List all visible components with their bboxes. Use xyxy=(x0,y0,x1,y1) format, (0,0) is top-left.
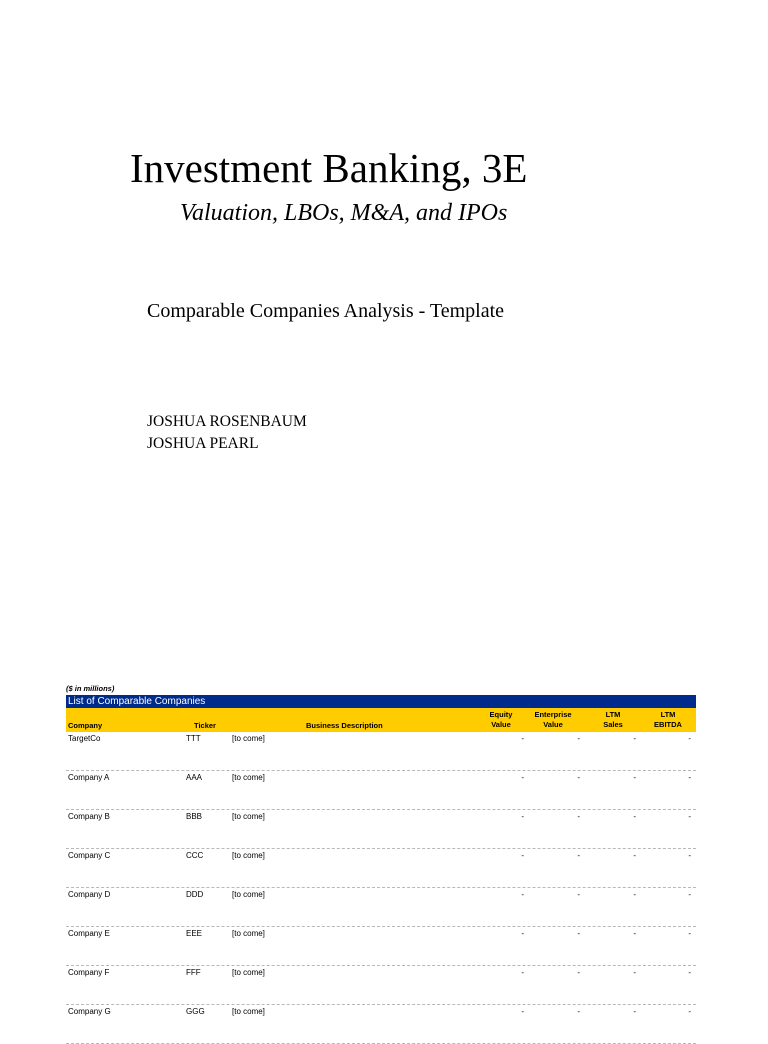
ltm-ebitda-cell: - xyxy=(688,812,691,821)
header-enterprise-value-line1: Enterprise xyxy=(534,710,572,719)
ltm-ebitda-cell: - xyxy=(688,1007,691,1016)
company-description: [to come] xyxy=(232,812,265,821)
table-row xyxy=(66,888,696,927)
table-row xyxy=(66,1005,696,1044)
header-equity-value-line2: Value xyxy=(491,720,511,729)
table-row xyxy=(66,849,696,888)
enterprise-value-cell: - xyxy=(577,773,580,782)
ltm-sales-cell: - xyxy=(633,890,636,899)
company-name: Company E xyxy=(68,929,110,938)
equity-value-cell: - xyxy=(521,851,524,860)
author-name: JOSHUA PEARL xyxy=(147,435,259,452)
table-row xyxy=(66,771,696,810)
ltm-sales-cell: - xyxy=(633,812,636,821)
comparable-companies-sheet xyxy=(66,682,696,1044)
table-row xyxy=(66,927,696,966)
header-company: Company xyxy=(68,721,103,730)
company-ticker: CCC xyxy=(186,851,204,860)
company-ticker: DDD xyxy=(186,890,204,899)
header-business-description: Business Description xyxy=(306,721,383,730)
ltm-sales-cell: - xyxy=(633,968,636,977)
enterprise-value-cell: - xyxy=(577,890,580,899)
company-name: Company B xyxy=(68,812,110,821)
ltm-ebitda-cell: - xyxy=(688,929,691,938)
company-ticker: GGG xyxy=(186,1007,205,1016)
company-name: Company C xyxy=(68,851,111,860)
document-subtitle: Valuation, LBOs, M&A, and IPOs xyxy=(180,200,508,226)
table-row xyxy=(66,966,696,1005)
equity-value-cell: - xyxy=(521,734,524,743)
company-name: Company G xyxy=(68,1007,111,1016)
company-description: [to come] xyxy=(232,1007,265,1016)
enterprise-value-cell: - xyxy=(577,929,580,938)
header-ltm-ebitda-line2: EBITDA xyxy=(654,720,682,729)
header-enterprise-value-line2: Value xyxy=(543,720,563,729)
table-row xyxy=(66,732,696,771)
equity-value-cell: - xyxy=(521,929,524,938)
header-ticker: Ticker xyxy=(194,721,216,730)
ltm-ebitda-cell: - xyxy=(688,734,691,743)
enterprise-value-cell: - xyxy=(577,968,580,977)
section-title-bar: List of Comparable Companies xyxy=(66,695,696,708)
author-list xyxy=(147,411,307,455)
company-name: Company D xyxy=(68,890,111,899)
company-description: [to come] xyxy=(232,851,265,860)
enterprise-value-cell: - xyxy=(577,851,580,860)
ltm-sales-cell: - xyxy=(633,1007,636,1016)
header-ltm-ebitda-line1: LTM xyxy=(660,710,676,719)
company-description: [to come] xyxy=(232,734,265,743)
ltm-ebitda-cell: - xyxy=(688,851,691,860)
table-row xyxy=(66,810,696,849)
company-description: [to come] xyxy=(232,773,265,782)
company-description: [to come] xyxy=(232,890,265,899)
header-ltm-sales-line2: Sales xyxy=(603,720,623,729)
ltm-sales-cell: - xyxy=(633,734,636,743)
document-heading: Comparable Companies Analysis - Template xyxy=(147,300,505,322)
equity-value-cell: - xyxy=(521,890,524,899)
company-description: [to come] xyxy=(232,929,265,938)
company-name: Company F xyxy=(68,968,110,977)
company-ticker: TTT xyxy=(186,734,201,743)
company-name: Company A xyxy=(68,773,110,782)
header-equity-value-line1: Equity xyxy=(489,710,513,719)
equity-value-cell: - xyxy=(521,773,524,782)
equity-value-cell: - xyxy=(521,812,524,821)
company-name: TargetCo xyxy=(68,734,101,743)
ltm-sales-cell: - xyxy=(633,773,636,782)
equity-value-cell: - xyxy=(521,1007,524,1016)
author-name: JOSHUA ROSENBAUM xyxy=(147,413,307,430)
enterprise-value-cell: - xyxy=(577,812,580,821)
ltm-ebitda-cell: - xyxy=(688,968,691,977)
header-ltm-sales-line1: LTM xyxy=(605,710,621,719)
enterprise-value-cell: - xyxy=(577,1007,580,1016)
document-title: Investment Banking, 3E xyxy=(130,145,528,191)
company-ticker: EEE xyxy=(186,929,203,938)
company-ticker: AAA xyxy=(186,773,203,782)
column-header-row xyxy=(66,708,696,732)
company-ticker: BBB xyxy=(186,812,203,821)
equity-value-cell: - xyxy=(521,968,524,977)
ltm-ebitda-cell: - xyxy=(688,773,691,782)
company-description: [to come] xyxy=(232,968,265,977)
units-note: ($ in millions) xyxy=(66,684,115,693)
company-ticker: FFF xyxy=(186,968,201,977)
ltm-ebitda-cell: - xyxy=(688,890,691,899)
enterprise-value-cell: - xyxy=(577,734,580,743)
ltm-sales-cell: - xyxy=(633,929,636,938)
ltm-sales-cell: - xyxy=(633,851,636,860)
